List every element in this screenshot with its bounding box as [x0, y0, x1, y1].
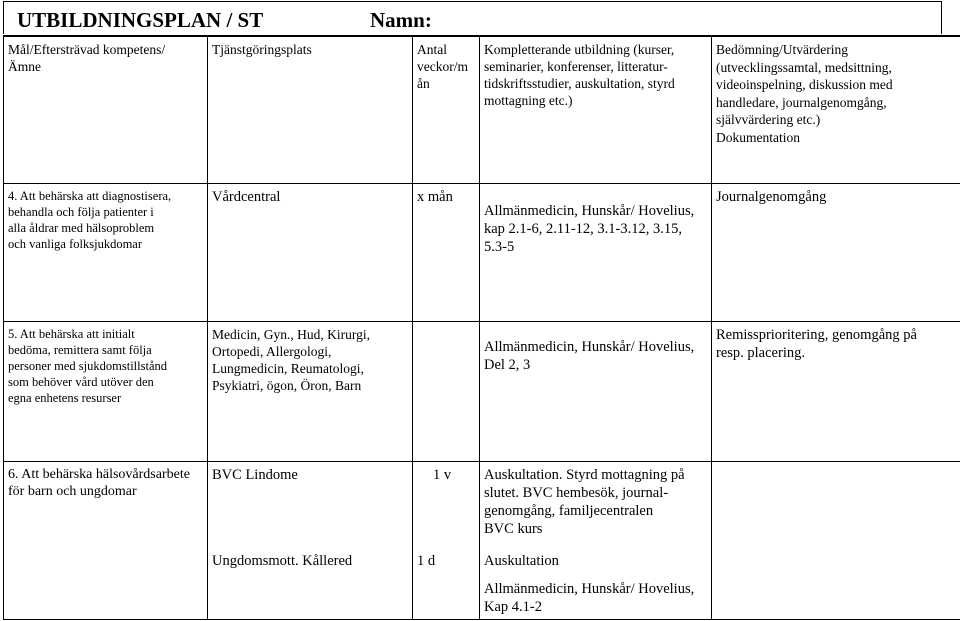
- place-cell: Medicin, Gyn., Hud, Kirurgi, Ortopedi, Allergologi, Lungmedicin, Reumatologi, Psykiatri, ögon, Öron, Barn: [208, 322, 413, 462]
- col-header-education: Kompletterande utbildning (kurser, seminarier, konferenser, litteratur- tidskriftsstudier, auskultation, styrd mottagning etc.): [480, 37, 712, 184]
- place-cell: [208, 462, 413, 620]
- duration-primary: 1 v: [433, 467, 452, 483]
- duration-cell: [413, 322, 480, 462]
- plan-table-wrapper: [3, 35, 960, 620]
- place-secondary: Ungdomsmott. Kållered: [212, 553, 353, 569]
- education-primary: Auskultation. Styrd mottagning på slutet. BVC hembesök, journal- genomgång, familjecentralen BVC kurs: [484, 467, 685, 537]
- header-row: [4, 37, 960, 184]
- assessment-cell: Journalgenomgång: [712, 184, 960, 322]
- duration-cell: [413, 462, 480, 620]
- duration-cell: x mån: [413, 184, 480, 322]
- education-cell: Allmänmedicin, Hunskår/ Hovelius, Del 2, 3: [480, 322, 712, 462]
- education-tertiary: Allmänmedicin, Hunskår/ Hovelius, Kap 4.1-2: [484, 581, 695, 615]
- col-header-goal: Mål/Eftersträvad kompetens/ Ämne: [4, 37, 208, 184]
- name-label: Namn:: [370, 8, 432, 32]
- education-cell: Allmänmedicin, Hunskår/ Hovelius, kap 2.1-6, 2.11-12, 3.1-3.12, 3.15, 5.3-5: [480, 184, 712, 322]
- table-row: [4, 462, 960, 620]
- education-secondary: Auskultation: [484, 553, 559, 569]
- duration-secondary: 1 d: [417, 553, 436, 569]
- assessment-cell: Remissprioritering, genomgång på resp. placering.: [712, 322, 960, 462]
- goal-cell: 6. Att behärska hälsovårdsarbete för barn och ungdomar: [4, 462, 208, 620]
- plan-table: [3, 36, 960, 620]
- col-header-assessment: Bedömning/Utvärdering (utvecklingssamtal, medsittning, videoinspelning, diskussion med handledare, journalgenomgång, självvärdering etc.) Dokumentation: [712, 37, 960, 184]
- title-box: [3, 1, 942, 34]
- education-cell: [480, 462, 712, 620]
- table-row: [4, 184, 960, 322]
- goal-cell: 5. Att behärska att initialt bedöma, remittera samt följa personer med sjukdomstillstånd som behöver vård utöver den egna enhetens resurser: [4, 322, 208, 462]
- table-row: [4, 322, 960, 462]
- assessment-cell: [712, 462, 960, 620]
- col-header-duration: Antal veckor/m ån: [413, 37, 480, 184]
- place-primary: BVC Lindome: [212, 467, 298, 483]
- document-title: UTBILDNINGSPLAN / ST: [17, 8, 264, 32]
- place-cell: Vårdcentral: [208, 184, 413, 322]
- col-header-place: Tjänstgöringsplats: [208, 37, 413, 184]
- goal-cell: 4. Att behärska att diagnostisera, behandla och följa patienter i alla åldrar med hälsoproblem och vanliga folksjukdomar: [4, 184, 208, 322]
